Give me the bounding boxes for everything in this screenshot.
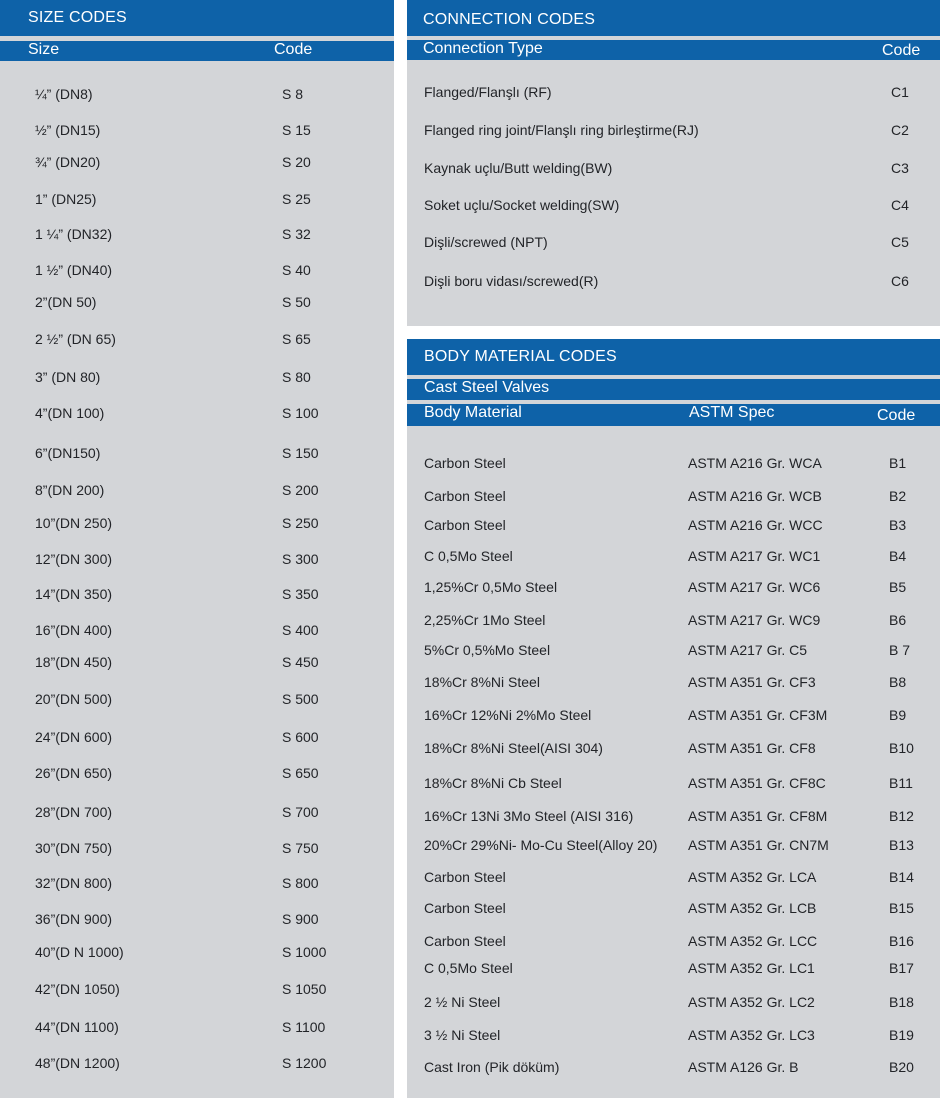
size-row bbox=[0, 875, 394, 895]
astm-spec-column-header: ASTM Spec bbox=[689, 404, 775, 421]
material-code-cell: B20 bbox=[889, 1059, 914, 1075]
body-material-row bbox=[407, 869, 940, 889]
size-row bbox=[0, 369, 394, 389]
size-row bbox=[0, 765, 394, 785]
connection-code-cell: C1 bbox=[891, 84, 909, 100]
body-code-column-header: Code bbox=[877, 407, 916, 424]
material-code-cell: B9 bbox=[889, 707, 907, 723]
connection-type-cell: Dişli/screwed (NPT) bbox=[424, 234, 548, 250]
size-cell: 26”(DN 650) bbox=[35, 765, 113, 781]
size-cell: 3” (DN 80) bbox=[35, 369, 101, 385]
body-material-row bbox=[407, 740, 940, 760]
size-code-cell: S 1100 bbox=[282, 1019, 326, 1035]
material-cell: Carbon Steel bbox=[424, 488, 506, 504]
size-code-cell: S 15 bbox=[282, 122, 311, 138]
material-code-cell: B11 bbox=[889, 775, 913, 791]
size-code-cell: S 32 bbox=[282, 226, 311, 242]
material-code-cell: B16 bbox=[889, 933, 914, 949]
connection-code-cell: C2 bbox=[891, 122, 909, 138]
size-row bbox=[0, 154, 394, 174]
material-cell: C 0,5Mo Steel bbox=[424, 960, 513, 976]
size-cell: 32”(DN 800) bbox=[35, 875, 113, 891]
material-code-cell: B1 bbox=[889, 455, 907, 471]
size-codes-title bbox=[0, 0, 394, 36]
body-material-row bbox=[407, 674, 940, 694]
size-cell: 20”(DN 500) bbox=[35, 691, 113, 707]
size-cell: 40”(D N 1000) bbox=[35, 944, 124, 960]
size-code-cell: S 350 bbox=[282, 586, 319, 602]
material-cell: C 0,5Mo Steel bbox=[424, 548, 513, 564]
size-row bbox=[0, 405, 394, 425]
size-cell: ¼” (DN8) bbox=[35, 86, 93, 102]
material-code-cell: B12 bbox=[889, 808, 914, 824]
astm-spec-cell: ASTM A217 Gr. WC6 bbox=[688, 579, 821, 595]
material-cell: 18%Cr 8%Ni Steel(AISI 304) bbox=[424, 740, 603, 756]
astm-spec-cell: ASTM A352 Gr. LCB bbox=[688, 900, 817, 916]
material-cell: Carbon Steel bbox=[424, 517, 506, 533]
size-code-cell: S 1200 bbox=[282, 1055, 327, 1071]
body-material-row bbox=[407, 642, 940, 662]
size-cell: 44”(DN 1100) bbox=[35, 1019, 119, 1035]
astm-spec-cell: ASTM A217 Gr. WC9 bbox=[688, 612, 821, 628]
size-code-cell: S 700 bbox=[282, 804, 319, 820]
material-code-cell: B14 bbox=[889, 869, 914, 885]
code-column-header: Code bbox=[274, 41, 313, 58]
size-code-cell: S 100 bbox=[282, 405, 319, 421]
material-cell: 18%Cr 8%Ni Cb Steel bbox=[424, 775, 562, 791]
connection-type-cell: Soket uçlu/Socket welding(SW) bbox=[424, 197, 620, 213]
size-code-cell: S 8 bbox=[282, 86, 304, 102]
size-row bbox=[0, 331, 394, 351]
size-cell: 36”(DN 900) bbox=[35, 911, 113, 927]
body-material-row bbox=[407, 900, 940, 920]
material-code-cell: B15 bbox=[889, 900, 914, 916]
material-cell: Carbon Steel bbox=[424, 455, 506, 471]
material-code-cell: B 7 bbox=[889, 642, 911, 658]
material-code-cell: B10 bbox=[889, 740, 914, 756]
size-row bbox=[0, 840, 394, 860]
astm-spec-cell: ASTM A216 Gr. WCC bbox=[688, 517, 823, 533]
size-code-cell: S 450 bbox=[282, 654, 319, 670]
body-material-row bbox=[407, 837, 940, 857]
size-row bbox=[0, 981, 394, 1001]
astm-spec-cell: ASTM A217 Gr. WC1 bbox=[688, 548, 821, 564]
size-cell: ½” (DN15) bbox=[35, 122, 101, 138]
astm-spec-cell: ASTM A351 Gr. CF8 bbox=[688, 740, 816, 756]
size-code-cell: S 150 bbox=[282, 445, 319, 461]
material-code-cell: B4 bbox=[889, 548, 907, 564]
connection-codes-title-text: CONNECTION CODES bbox=[423, 11, 596, 28]
material-code-cell: B3 bbox=[889, 517, 907, 533]
connection-codes-title bbox=[407, 0, 940, 36]
connection-row bbox=[407, 273, 940, 293]
size-cell: ¾” (DN20) bbox=[35, 154, 101, 170]
material-cell: Cast Iron (Pik döküm) bbox=[424, 1059, 560, 1075]
size-codes-header bbox=[0, 41, 394, 61]
body-material-row bbox=[407, 1059, 940, 1079]
body-material-title-text: BODY MATERIAL CODES bbox=[424, 348, 617, 365]
body-material-row bbox=[407, 994, 940, 1014]
size-row bbox=[0, 1055, 394, 1075]
size-code-cell: S 600 bbox=[282, 729, 319, 745]
size-row bbox=[0, 226, 394, 246]
connection-row bbox=[407, 197, 940, 217]
size-row bbox=[0, 86, 394, 106]
size-code-cell: S 50 bbox=[282, 294, 311, 310]
material-code-cell: B8 bbox=[889, 674, 907, 690]
astm-spec-cell: ASTM A352 Gr. LC2 bbox=[688, 994, 815, 1010]
size-cell: 1 ½” (DN40) bbox=[35, 262, 113, 278]
size-row bbox=[0, 804, 394, 824]
size-row bbox=[0, 262, 394, 282]
material-code-cell: B19 bbox=[889, 1027, 914, 1043]
size-row bbox=[0, 1019, 394, 1039]
size-row bbox=[0, 586, 394, 606]
body-material-row bbox=[407, 579, 940, 599]
material-code-cell: B17 bbox=[889, 960, 914, 976]
size-cell: 16”(DN 400) bbox=[35, 622, 113, 638]
size-cell: 1 ¼” (DN32) bbox=[35, 226, 113, 242]
size-code-cell: S 1000 bbox=[282, 944, 327, 960]
size-row bbox=[0, 911, 394, 931]
body-material-row bbox=[407, 808, 940, 828]
size-row bbox=[0, 482, 394, 502]
size-code-cell: S 250 bbox=[282, 515, 319, 531]
body-material-row bbox=[407, 775, 940, 795]
connection-code-cell: C5 bbox=[891, 234, 909, 250]
size-code-cell: S 400 bbox=[282, 622, 319, 638]
size-row bbox=[0, 445, 394, 465]
astm-spec-cell: ASTM A351 Gr. CN7M bbox=[688, 837, 829, 853]
size-code-cell: S 25 bbox=[282, 191, 311, 207]
connection-row bbox=[407, 122, 940, 142]
connection-type-cell: Dişli boru vidası/screwed(R) bbox=[424, 273, 599, 289]
size-code-cell: S 800 bbox=[282, 875, 319, 891]
body-material-title bbox=[407, 339, 940, 375]
size-cell: 24”(DN 600) bbox=[35, 729, 113, 745]
size-code-cell: S 300 bbox=[282, 551, 319, 567]
body-material-panel bbox=[407, 339, 940, 1098]
body-material-row bbox=[407, 933, 940, 953]
size-cell: 48”(DN 1200) bbox=[35, 1055, 120, 1071]
material-cell: 16%Cr 12%Ni 2%Mo Steel bbox=[424, 707, 592, 723]
size-cell: 18”(DN 450) bbox=[35, 654, 113, 670]
size-row bbox=[0, 654, 394, 674]
material-code-cell: B5 bbox=[889, 579, 907, 595]
body-material-row bbox=[407, 707, 940, 727]
astm-spec-cell: ASTM A216 Gr. WCB bbox=[688, 488, 822, 504]
size-row bbox=[0, 622, 394, 642]
cast-steel-subtitle-text: Cast Steel Valves bbox=[424, 379, 550, 396]
connection-code-column-header: Code bbox=[882, 42, 921, 59]
body-material-column-header: Body Material bbox=[424, 404, 522, 421]
astm-spec-cell: ASTM A351 Gr. CF3M bbox=[688, 707, 828, 723]
material-code-cell: B18 bbox=[889, 994, 914, 1010]
astm-spec-cell: ASTM A217 Gr. C5 bbox=[688, 642, 808, 658]
size-codes-title-text: SIZE CODES bbox=[28, 9, 127, 26]
size-code-cell: S 750 bbox=[282, 840, 319, 856]
material-cell: 18%Cr 8%Ni Steel bbox=[424, 674, 540, 690]
astm-spec-cell: ASTM A352 Gr. LC3 bbox=[688, 1027, 815, 1043]
size-row bbox=[0, 944, 394, 964]
size-cell: 4”(DN 100) bbox=[35, 405, 105, 421]
size-code-cell: S 200 bbox=[282, 482, 319, 498]
astm-spec-cell: ASTM A351 Gr. CF8C bbox=[688, 775, 826, 791]
body-material-row bbox=[407, 612, 940, 632]
material-cell: 1,25%Cr 0,5Mo Steel bbox=[424, 579, 558, 595]
size-cell: 14”(DN 350) bbox=[35, 586, 113, 602]
size-code-cell: S 20 bbox=[282, 154, 311, 170]
body-material-header bbox=[407, 404, 940, 426]
size-row bbox=[0, 191, 394, 211]
connection-codes-panel bbox=[407, 0, 940, 326]
connection-code-cell: C6 bbox=[891, 273, 909, 289]
size-code-cell: S 40 bbox=[282, 262, 311, 278]
size-row bbox=[0, 515, 394, 535]
size-row bbox=[0, 294, 394, 314]
astm-spec-cell: ASTM A352 Gr. LCC bbox=[688, 933, 818, 949]
material-cell: Carbon Steel bbox=[424, 933, 506, 949]
material-code-cell: B6 bbox=[889, 612, 907, 628]
connection-codes-header bbox=[407, 40, 940, 60]
material-code-cell: B2 bbox=[889, 488, 907, 504]
material-cell: 2,25%Cr 1Mo Steel bbox=[424, 612, 546, 628]
astm-spec-cell: ASTM A351 Gr. CF3 bbox=[688, 674, 816, 690]
size-row bbox=[0, 729, 394, 749]
connection-row bbox=[407, 160, 940, 180]
body-material-row bbox=[407, 960, 940, 980]
body-material-row bbox=[407, 455, 940, 475]
size-cell: 6”(DN150) bbox=[35, 445, 101, 461]
astm-spec-cell: ASTM A352 Gr. LCA bbox=[688, 869, 817, 885]
size-cell: 10”(DN 250) bbox=[35, 515, 113, 531]
size-cell: 8”(DN 200) bbox=[35, 482, 105, 498]
material-cell: 3 ½ Ni Steel bbox=[424, 1027, 501, 1043]
connection-type-cell: Flanged/Flanşlı (RF) bbox=[424, 84, 552, 100]
connection-type-cell: Kaynak uçlu/Butt welding(BW) bbox=[424, 160, 613, 176]
size-code-cell: S 650 bbox=[282, 765, 319, 781]
connection-code-cell: C3 bbox=[891, 160, 909, 176]
size-code-cell: S 65 bbox=[282, 331, 311, 347]
body-material-row bbox=[407, 488, 940, 508]
body-material-row bbox=[407, 1027, 940, 1047]
cast-steel-subtitle bbox=[407, 379, 940, 400]
material-cell: Carbon Steel bbox=[424, 900, 506, 916]
size-cell: 30”(DN 750) bbox=[35, 840, 113, 856]
astm-spec-cell: ASTM A351 Gr. CF8M bbox=[688, 808, 828, 824]
size-cell: 12”(DN 300) bbox=[35, 551, 113, 567]
size-code-cell: S 900 bbox=[282, 911, 319, 927]
body-material-row bbox=[407, 517, 940, 537]
material-cell: Carbon Steel bbox=[424, 869, 506, 885]
size-codes-panel bbox=[0, 0, 394, 1098]
size-row bbox=[0, 551, 394, 571]
body-material-row bbox=[407, 548, 940, 568]
size-cell: 28”(DN 700) bbox=[35, 804, 113, 820]
material-cell: 20%Cr 29%Ni- Mo-Cu Steel(Alloy 20) bbox=[424, 837, 658, 853]
connection-row bbox=[407, 84, 940, 104]
astm-spec-cell: ASTM A352 Gr. LC1 bbox=[688, 960, 815, 976]
size-row bbox=[0, 122, 394, 142]
astm-spec-cell: ASTM A126 Gr. B bbox=[688, 1059, 799, 1075]
connection-code-cell: C4 bbox=[891, 197, 909, 213]
material-code-cell: B13 bbox=[889, 837, 914, 853]
size-cell: 42”(DN 1050) bbox=[35, 981, 120, 997]
size-row bbox=[0, 691, 394, 711]
size-column-header: Size bbox=[28, 41, 60, 58]
material-cell: 2 ½ Ni Steel bbox=[424, 994, 501, 1010]
connection-row bbox=[407, 234, 940, 254]
material-cell: 16%Cr 13Ni 3Mo Steel (AISI 316) bbox=[424, 808, 634, 824]
connection-type-column-header: Connection Type bbox=[423, 40, 543, 57]
size-cell: 2 ½” (DN 65) bbox=[35, 331, 116, 347]
size-cell: 1” (DN25) bbox=[35, 191, 97, 207]
size-code-cell: S 80 bbox=[282, 369, 311, 385]
connection-type-cell: Flanged ring joint/Flanşlı ring birleştirme(RJ) bbox=[424, 122, 699, 138]
material-cell: 5%Cr 0,5%Mo Steel bbox=[424, 642, 551, 658]
size-cell: 2”(DN 50) bbox=[35, 294, 97, 310]
size-code-cell: S 1050 bbox=[282, 981, 327, 997]
astm-spec-cell: ASTM A216 Gr. WCA bbox=[688, 455, 822, 471]
size-code-cell: S 500 bbox=[282, 691, 319, 707]
